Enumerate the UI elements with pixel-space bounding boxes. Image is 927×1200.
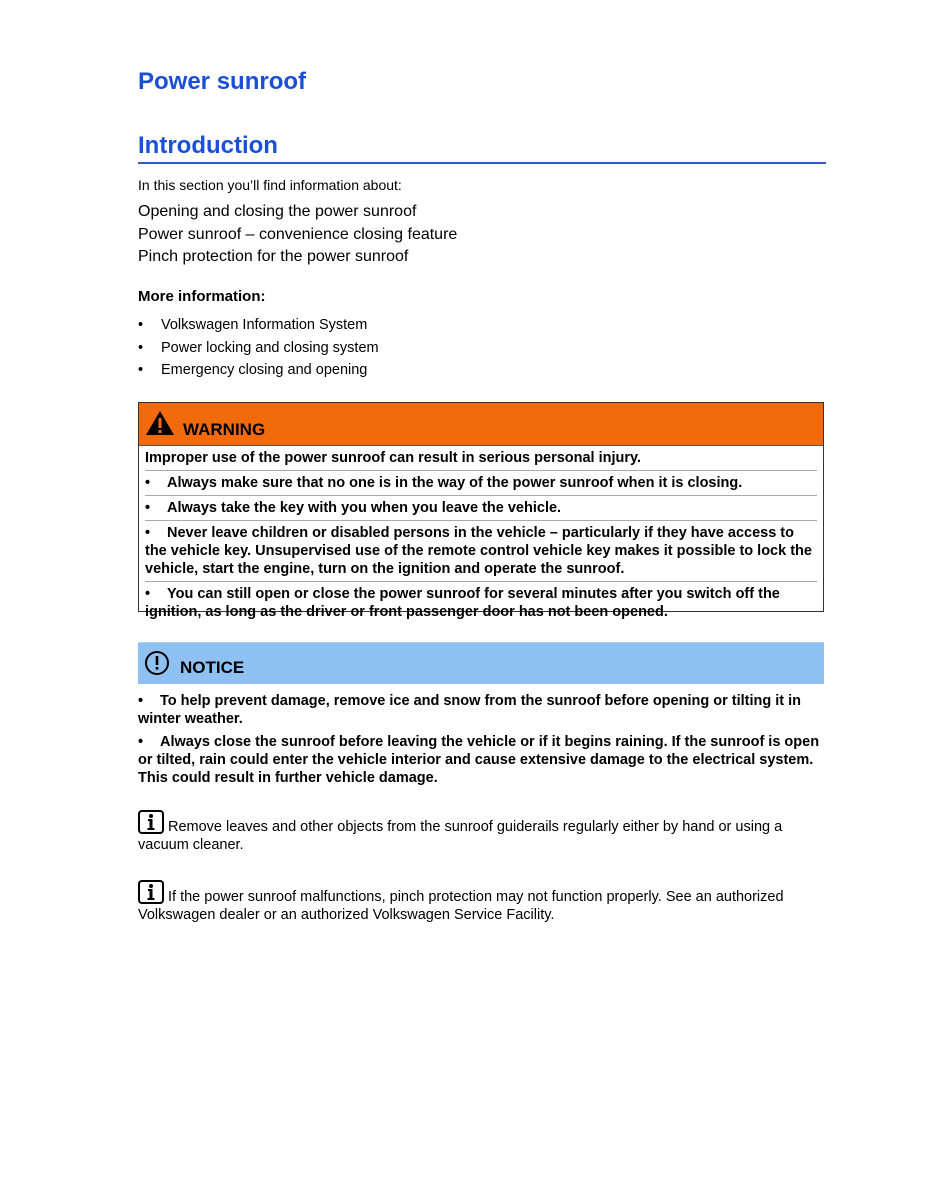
more-info-item[interactable]: • Power locking and closing system: [138, 337, 379, 360]
info-icon: [138, 880, 164, 904]
note-pinch-protection: [138, 880, 826, 924]
more-info-title: More information:: [138, 288, 266, 305]
notice-title: NOTICE: [180, 658, 245, 677]
note-guiderails: [138, 810, 826, 854]
notice-header: [138, 642, 824, 684]
note-text: Remove leaves and other objects from the sunroof guiderails regularly either by hand or using a vacuum cleaner.: [138, 819, 783, 853]
more-info-item[interactable]: • Volkswagen Information System: [138, 314, 379, 337]
warning-title: WARNING: [183, 420, 266, 439]
topic-link-convenience-closing[interactable]: Power sunroof – convenience closing feature: [138, 225, 458, 243]
notice-body: [138, 692, 826, 792]
warning-item: • Always make sure that no one is in the way of the power sunroof when it is closing.: [145, 470, 817, 492]
topic-link-opening-closing[interactable]: Opening and closing the power sunroof: [138, 203, 417, 220]
info-icon: [138, 810, 164, 834]
warning-lead: Improper use of the power sunroof can result in serious personal injury.: [145, 450, 642, 466]
topic-link-pinch-protection[interactable]: Pinch protection for the power sunroof: [138, 248, 409, 265]
exclamation-circle-icon: [144, 650, 170, 676]
warning-body: [139, 446, 823, 621]
warning-box: [138, 402, 824, 620]
intro-text: In this section you’ll find information about:: [138, 177, 402, 193]
warning-triangle-icon: [145, 410, 175, 436]
section-title: Introduction: [138, 132, 826, 164]
warning-header: [139, 403, 823, 446]
more-info-list: [138, 314, 379, 382]
warning-item: • Always take the key with you when you leave the vehicle.: [145, 495, 817, 517]
note-text: If the power sunroof malfunctions, pinch protection may not function properly. See an authorized Volkswagen dealer or an authorized Volkswagen Service Facility.: [138, 889, 784, 923]
notice-item: • To help prevent damage, remove ice and snow from the sunroof before opening or tilting it in winter weather.: [138, 693, 802, 727]
warning-item: • Never leave children or disabled persons in the vehicle – particularly if they have access to the vehicle key. Unsupervised use of the remote control vehicle key makes it possible to lock the vehicle, start the engine, turn on the ignition and operate the sunroof.: [145, 520, 817, 578]
notice-item: • Always close the sunroof before leaving the vehicle or if it begins raining. If the sunroof is open or tilted, rain could enter the vehicle interior and cause extensive damage to the electrical system. This could result in further vehicle damage.: [138, 734, 820, 786]
warning-item: • You can still open or close the power sunroof for several minutes after you switch off the ignition, as long as the driver or front passenger door has not been opened.: [145, 581, 817, 621]
topic-links: [138, 201, 457, 269]
more-info-item[interactable]: • Emergency closing and opening: [138, 359, 379, 382]
page-title: Power sunroof: [138, 68, 307, 95]
